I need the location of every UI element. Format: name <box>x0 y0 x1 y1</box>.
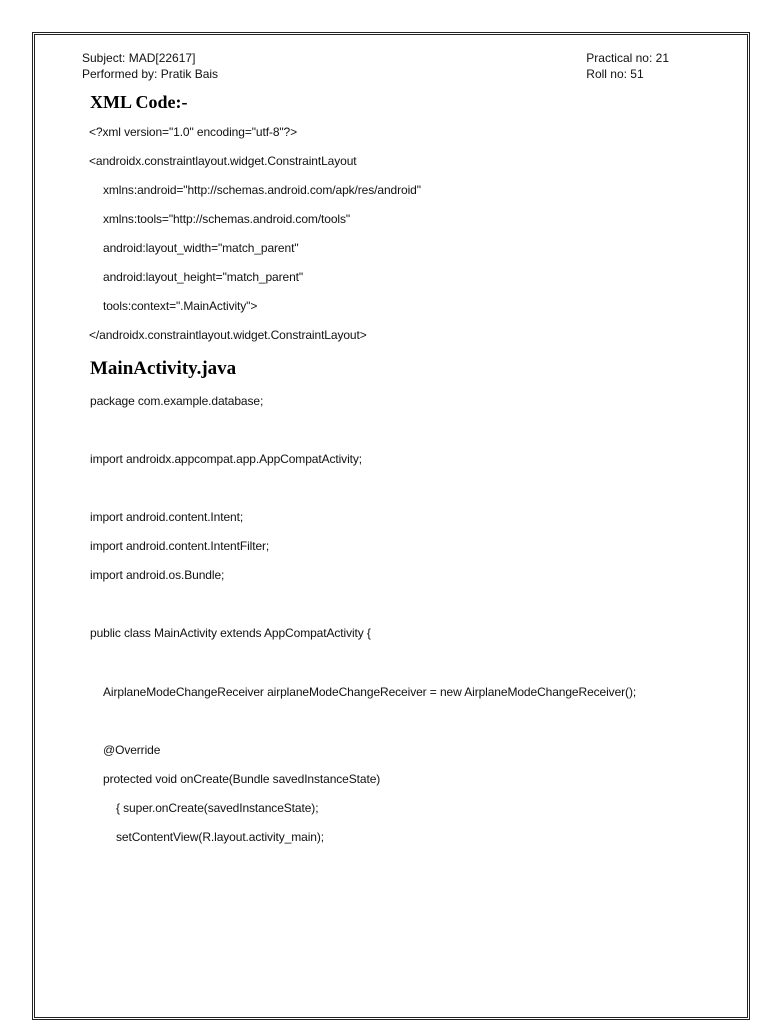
java-line-oncreate: protected void onCreate(Bundle savedInstanceState) <box>103 772 381 786</box>
xml-line-7: tools:context=".MainActivity"> <box>103 299 258 313</box>
java-line-package: package com.example.database; <box>90 394 264 408</box>
xml-line-8: </androidx.constraintlayout.widget.ConstraintLayout> <box>89 328 367 342</box>
java-line-setcontentview: setContentView(R.layout.activity_main); <box>116 830 324 844</box>
java-line-class-decl: public class MainActivity extends AppCompatActivity { <box>90 626 371 640</box>
xml-line-6: android:layout_height="match_parent" <box>103 270 304 284</box>
java-line-super: { super.onCreate(savedInstanceState); <box>116 801 319 815</box>
performed-by-label: Performed by: Pratik Bais <box>82 67 219 81</box>
xml-code-heading: XML Code:- <box>90 92 188 112</box>
page-border <box>32 32 750 1020</box>
java-line-import-bundle: import android.os.Bundle; <box>90 568 225 582</box>
xml-line-5: android:layout_width="match_parent" <box>103 241 299 255</box>
header-right <box>586 50 669 82</box>
java-line-import-intentfilter: import android.content.IntentFilter; <box>90 539 270 553</box>
xml-line-4: xmlns:tools="http://schemas.android.com/tools" <box>103 212 351 226</box>
java-line-override: @Override <box>103 743 161 757</box>
roll-no-label: Roll no: 51 <box>586 67 644 81</box>
subject-label: Subject: MAD[22617] <box>82 51 196 65</box>
practical-no-label: Practical no: 21 <box>586 51 669 65</box>
java-line-import-intent: import android.content.Intent; <box>90 510 244 524</box>
java-heading: MainActivity.java <box>90 358 237 379</box>
java-line-receiver: AirplaneModeChangeReceiver airplaneModeChangeReceiver = new AirplaneModeChangeReceiver(); <box>103 685 637 699</box>
header-left <box>82 50 218 82</box>
xml-line-1: <?xml version="1.0" encoding="utf-8"?> <box>89 125 298 139</box>
xml-line-2: <androidx.constraintlayout.widget.ConstraintLayout <box>89 154 357 168</box>
java-line-import-appcompat: import androidx.appcompat.app.AppCompatActivity; <box>90 452 363 466</box>
xml-line-3: xmlns:android="http://schemas.android.com/apk/res/android" <box>103 183 421 197</box>
